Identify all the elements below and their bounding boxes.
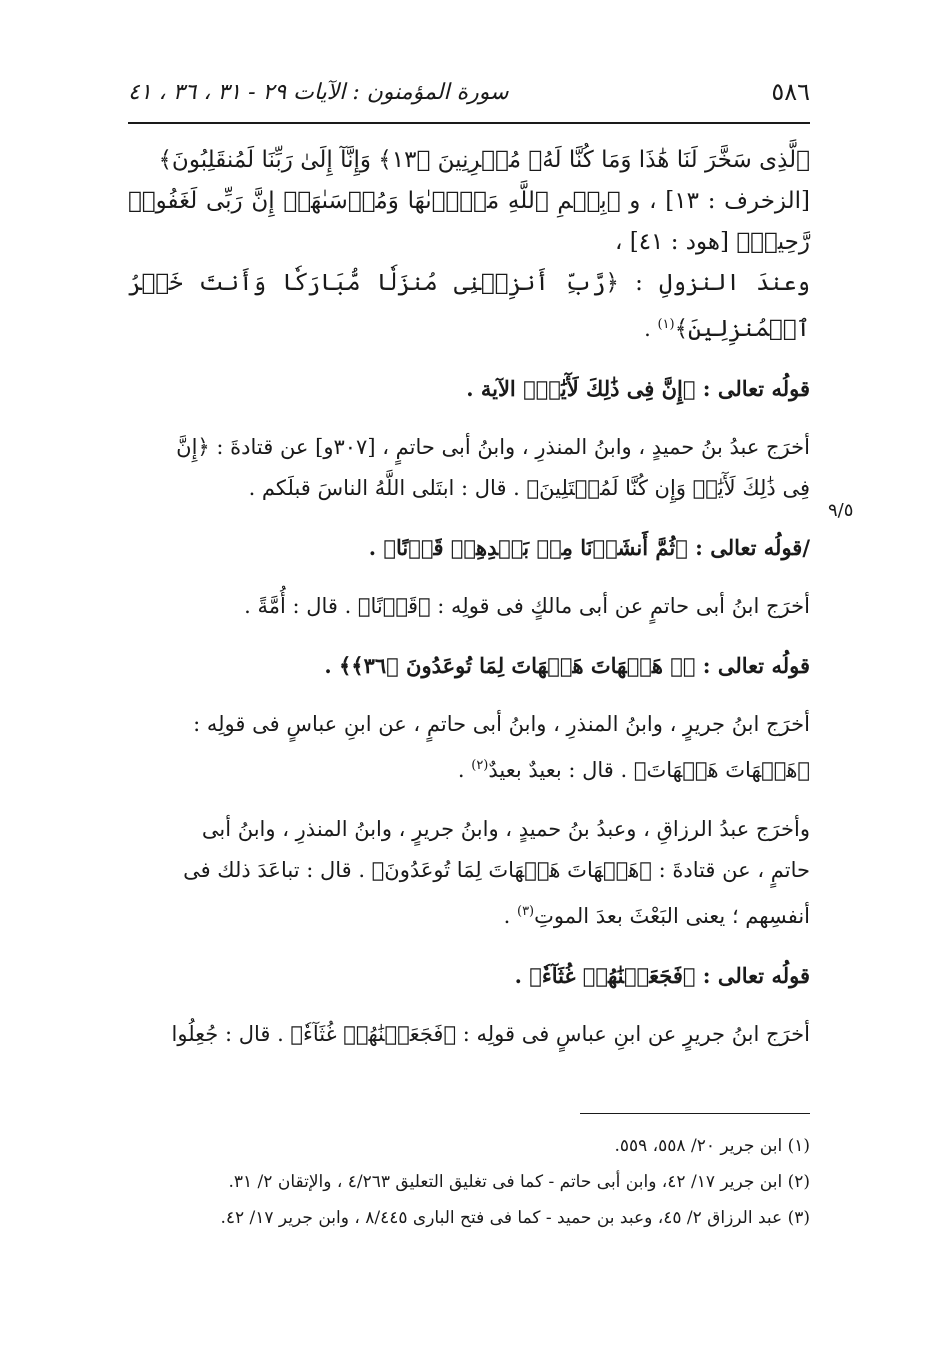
section-heading: قولُه تعالى : ﴿إِنَّ فِى ذَٰلِكَ لَأٓيَٰتٖ﴾ الآية . bbox=[466, 376, 810, 401]
page-header bbox=[128, 72, 810, 112]
section-heading: قولُه تعالى : ﴿فَجَعَلۡنَٰهُمۡ غُثَآءٗ﴾ . bbox=[514, 963, 810, 988]
text-line: فِى ذَٰلِكَ لَأٓيَٰتٖ وَإِن كُنَّا لَمُبۡتَلِينَ﴾ . قال : ابتَلى اللَّهُ الناسَ قبلَكم . bbox=[248, 476, 810, 500]
header-rule bbox=[128, 122, 810, 124]
verse-text: وعندَ النزولِ : ﴿رَّبِّ أَنزِلۡنِى مُنزَلٗا مُّبَارَكٗا وَأَنتَ خَيۡرُ ٱلۡمُنزِلِينَ﴾ bbox=[128, 270, 810, 342]
text-line: أخرَج ابنُ جريرٍ عن ابنِ عباسٍ فى قولِه : ﴿فَجَعَلۡنَٰهُمۡ غُثَآءٗ﴾ . قال : جُعِلُوا bbox=[171, 1022, 810, 1046]
running-title: سورة المؤمنون : الآيات ٢٩ - ٣١ ، ٣٦ ، ٤١ bbox=[128, 79, 509, 105]
text-line: حاتمٍ ، عن قتادةَ : ﴿هَيۡهَاتَ هَيۡهَاتَ لِمَا تُوعَدُونَ﴾ . قال : تباعَدَ ذلك فى bbox=[183, 858, 810, 882]
verse-text: [الزخرف : ١٣] ، و ﴿بِسۡمِ ٱللَّهِ مَجۡر۪ىٰهَا وَمُرۡسَىٰهَآۚ إِنَّ رَبِّى لَغَفُورٞ رَّحِيمٞ﴾ [هود : ٤١] ، bbox=[128, 188, 810, 255]
text-line: أخرَج ابنُ جريرٍ ، وابنُ المنذرِ ، وابنُ أبى حاتمٍ ، عن ابنِ عباسٍ فى قولِه : bbox=[193, 712, 810, 736]
footnote-rule bbox=[580, 1113, 810, 1114]
verse-text: ﴿هَيۡهَاتَ هَيۡهَاتَ﴾ . قال : بعيدٌ بعيدٌ bbox=[488, 758, 810, 782]
text-line: أخرَج ابنُ أبى حاتمٍ عن أبى مالكٍ فى قولِه : ﴿قَرۡنًا﴾ . قال : أُمَّةً . bbox=[244, 594, 810, 618]
text-line: ﴿هَيۡهَاتَ هَيۡهَاتَ﴾ . قال : بعيدٌ بعيدٌ$^{(٢)}$ . bbox=[457, 758, 810, 782]
text-line: وعندَ النزولِ : ﴿رَّبِّ أَنزِلۡنِى مُنزَلٗا مُّبَارَكٗا وَأَنتَ خَيۡرُ ٱلۡمُنزِلِينَ﴾$^{(١)}$ . bbox=[128, 270, 810, 342]
verse-text: أنفسِهم ؛ يعنى البَعْثَ بعدَ الموتِ bbox=[534, 904, 810, 928]
text-line bbox=[128, 181, 810, 263]
footnote: (٣) عبد الرزاق ٢/ ٤٥، وعبد بن حميد - كما فى فتح البارى ٨/٤٤٥ ، وابن جرير ١٧/ ٤٢. bbox=[220, 1208, 810, 1228]
section-heading: /قولُه تعالى : ﴿ثُمَّ أَنشَأۡنَا مِنۢ بَعۡدِهِمۡ قَرۡنًا﴾ . bbox=[368, 535, 810, 560]
footnote-ref: (٢) bbox=[471, 758, 489, 773]
page-number: ٥٨٦ bbox=[771, 78, 810, 106]
text-line: أخرَج عبدُ بنُ حميدٍ ، وابنُ المنذرِ ، وابنُ أبى حاتمٍ ، [٣٠٧و] عن قتادةَ : ﴿إِنَّ bbox=[176, 435, 810, 459]
footnote-ref: (١) bbox=[657, 317, 675, 332]
footnote: (٢) ابن جرير ١٧/ ٤٢، وابن أبى حاتم - كما فى تغليق التعليق ٤/٢٦٣ ، والإتقان ٢/ ٣١. bbox=[228, 1172, 810, 1192]
text-line: وأخرَج عبدُ الرزاقِ ، وعبدُ بنُ حميدٍ ، وابنُ جريرٍ ، وابنُ المنذرِ ، وابنُ أبى bbox=[201, 817, 810, 841]
text-line: أنفسِهم ؛ يعنى البَعْثَ بعدَ الموتِ$^{(٣)}$ . bbox=[503, 904, 810, 928]
footnote: (١) ابن جرير ٢٠/ ٥٥٨، ٥٥٩. bbox=[614, 1136, 810, 1156]
section-heading: قولُه تعالى : ﴿۞ هَيۡهَاتَ هَيۡهَاتَ لِمَا تُوعَدُونَ ﴿٣٦﴾﴾ . bbox=[324, 653, 810, 678]
margin-note: ٩/٥ bbox=[828, 500, 854, 521]
footnotes bbox=[128, 1128, 810, 1236]
body-text bbox=[128, 140, 810, 1055]
text-line: ٱلَّذِى سَخَّرَ لَنَا هَٰذَا وَمَا كُنَّا لَهُۥ مُقۡرِنِينَ ﴿١٣﴾ وَإِنَّآ إِلَىٰ رَبِّنَا لَمُنقَلِبُونَ﴾ bbox=[158, 147, 810, 173]
footnote-ref: (٣) bbox=[516, 904, 535, 919]
